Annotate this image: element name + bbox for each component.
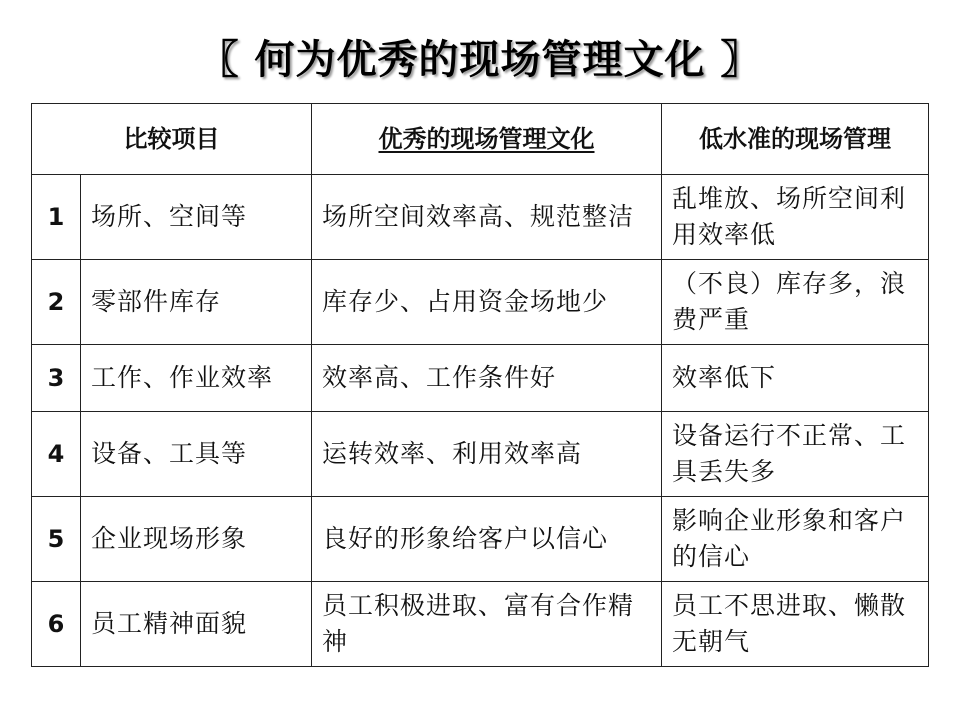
row-low: 乱堆放、场所空间利用效率低 xyxy=(662,175,929,260)
row-good: 良好的形象给客户以信心 xyxy=(312,497,662,582)
row-number: 3 xyxy=(32,345,81,412)
row-number: 2 xyxy=(32,260,81,345)
row-good: 运转效率、利用效率高 xyxy=(312,412,662,497)
comparison-table xyxy=(31,103,929,667)
row-good: 效率高、工作条件好 xyxy=(312,345,662,412)
row-number: 6 xyxy=(32,582,81,667)
row-good: 库存少、占用资金场地少 xyxy=(312,260,662,345)
header-low: 低水准的现场管理 xyxy=(662,104,929,175)
row-good: 场所空间效率高、规范整洁 xyxy=(312,175,662,260)
row-low: 影响企业形象和客户的信心 xyxy=(662,497,929,582)
page-title: 〖 何为优秀的现场管理文化 〗 xyxy=(198,37,762,83)
row-item: 企业现场形象 xyxy=(81,497,312,582)
row-item: 工作、作业效率 xyxy=(81,345,312,412)
row-item: 员工精神面貌 xyxy=(81,582,312,667)
table-row xyxy=(32,260,929,345)
row-good: 员工积极进取、富有合作精神 xyxy=(312,582,662,667)
row-low: 效率低下 xyxy=(662,345,929,412)
row-item: 设备、工具等 xyxy=(81,412,312,497)
row-low: 设备运行不正常、工具丢失多 xyxy=(662,412,929,497)
row-number: 1 xyxy=(32,175,81,260)
table-row xyxy=(32,412,929,497)
table-row xyxy=(32,175,929,260)
row-item: 零部件库存 xyxy=(81,260,312,345)
row-number: 5 xyxy=(32,497,81,582)
header-good: 优秀的现场管理文化 xyxy=(312,104,662,175)
table-row xyxy=(32,582,929,667)
row-item: 场所、空间等 xyxy=(81,175,312,260)
header-item: 比较项目 xyxy=(32,104,312,175)
row-low: （不良）库存多，浪费严重 xyxy=(662,260,929,345)
table-row xyxy=(32,345,929,412)
table-row xyxy=(32,497,929,582)
row-low: 员工不思进取、懒散无朝气 xyxy=(662,582,929,667)
table-header-row xyxy=(32,104,929,175)
row-number: 4 xyxy=(32,412,81,497)
